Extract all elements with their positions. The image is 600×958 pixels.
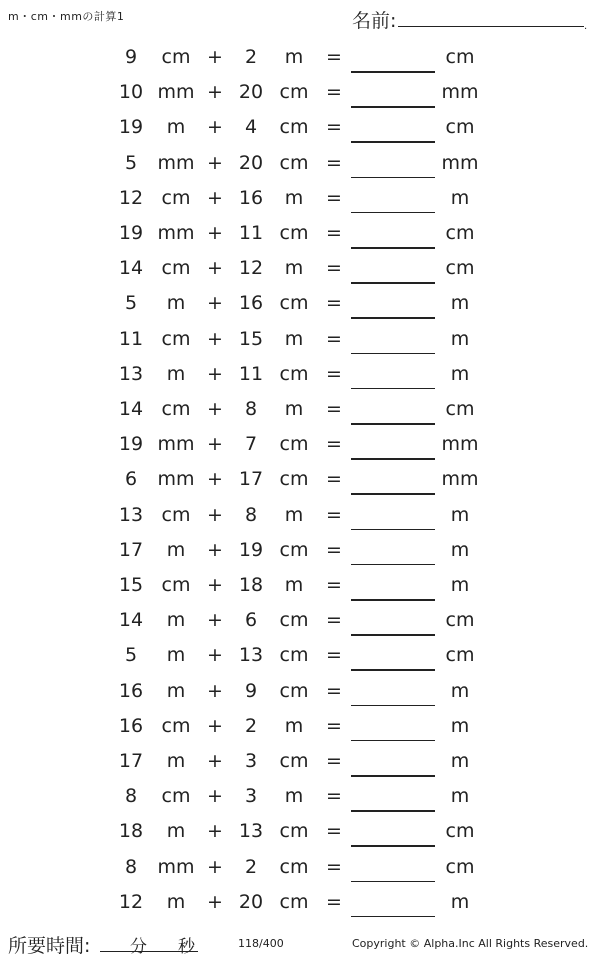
answer-blank[interactable]	[351, 599, 435, 601]
equals-sign: =	[326, 327, 342, 350]
second-unit: cm	[279, 609, 309, 632]
problem-row	[0, 429, 600, 459]
problem-row	[0, 781, 600, 811]
second-number: 2	[244, 855, 258, 878]
equals-sign: =	[326, 855, 342, 878]
equals-sign: =	[326, 679, 342, 702]
first-number: 13	[118, 503, 144, 526]
result-unit: cm	[445, 855, 475, 878]
first-unit: mm	[157, 433, 195, 456]
second-unit: cm	[279, 151, 309, 174]
problem-row	[0, 77, 600, 107]
plus-sign: +	[207, 890, 223, 913]
second-unit: cm	[279, 644, 309, 667]
first-unit: m	[166, 750, 186, 772]
first-unit: cm	[161, 785, 191, 808]
first-number: 14	[118, 609, 144, 632]
second-number: 9	[244, 679, 258, 702]
first-unit: m	[166, 890, 186, 913]
plus-sign: +	[207, 644, 223, 667]
plus-sign: +	[207, 222, 223, 244]
plus-sign: +	[207, 574, 223, 596]
equals-sign: =	[326, 362, 342, 385]
second-number: 17	[238, 468, 264, 491]
plus-sign: +	[207, 398, 223, 420]
plus-sign: +	[207, 81, 223, 104]
answer-blank[interactable]	[351, 71, 435, 73]
answer-blank[interactable]	[351, 881, 435, 883]
second-number: 3	[244, 750, 258, 772]
answer-blank[interactable]	[351, 669, 435, 671]
second-unit: cm	[279, 750, 309, 772]
first-unit: m	[166, 362, 186, 385]
plus-sign: +	[207, 186, 223, 209]
second-number: 20	[238, 151, 264, 174]
first-number: 19	[118, 222, 144, 244]
second-number: 8	[244, 503, 258, 526]
page-number: 118/400	[238, 937, 284, 950]
problem-row	[0, 816, 600, 846]
second-unit: cm	[279, 890, 309, 913]
second-unit: m	[284, 398, 304, 420]
second-unit: m	[284, 257, 304, 280]
second-number: 13	[238, 644, 264, 667]
equals-sign: =	[326, 644, 342, 667]
seconds-label: 秒	[178, 937, 195, 957]
first-number: 6	[124, 468, 138, 491]
first-unit: mm	[157, 222, 195, 244]
problem-row	[0, 887, 600, 917]
copyright-notice: Copyright © Alpha.Inc All Rights Reserved.	[352, 937, 589, 950]
problem-row	[0, 852, 600, 882]
problem-row	[0, 288, 600, 318]
first-number: 17	[118, 538, 144, 561]
first-unit: cm	[161, 46, 191, 68]
second-number: 2	[244, 714, 258, 737]
second-number: 20	[238, 890, 264, 913]
second-unit: m	[284, 327, 304, 350]
second-unit: cm	[279, 222, 309, 244]
second-unit: cm	[279, 855, 309, 878]
first-number: 5	[124, 292, 138, 315]
plus-sign: +	[207, 785, 223, 808]
first-number: 17	[118, 750, 144, 772]
first-unit: cm	[161, 714, 191, 737]
problem-row	[0, 183, 600, 213]
problem-row	[0, 535, 600, 565]
second-number: 8	[244, 398, 258, 420]
second-number: 15	[238, 327, 264, 350]
result-unit: cm	[445, 116, 475, 139]
problem-row	[0, 464, 600, 494]
equals-sign: =	[326, 890, 342, 913]
second-number: 16	[238, 186, 264, 209]
equals-sign: =	[326, 222, 342, 244]
first-number: 15	[118, 574, 144, 596]
result-unit: cm	[445, 257, 475, 280]
first-unit: m	[166, 644, 186, 667]
result-unit: m	[450, 538, 470, 561]
plus-sign: +	[207, 820, 223, 843]
plus-sign: +	[207, 116, 223, 139]
answer-blank[interactable]	[351, 740, 435, 742]
plus-sign: +	[207, 714, 223, 737]
second-unit: cm	[279, 433, 309, 456]
first-unit: cm	[161, 574, 191, 596]
result-unit: m	[450, 292, 470, 315]
first-unit: mm	[157, 151, 195, 174]
plus-sign: +	[207, 503, 223, 526]
second-number: 16	[238, 292, 264, 315]
plus-sign: +	[207, 362, 223, 385]
first-number: 12	[118, 890, 144, 913]
answer-blank[interactable]	[351, 529, 435, 531]
problem-row	[0, 640, 600, 670]
problem-row	[0, 711, 600, 741]
second-unit: cm	[279, 820, 309, 843]
second-number: 19	[238, 538, 264, 561]
minutes-label: 分	[130, 937, 147, 957]
plus-sign: +	[207, 151, 223, 174]
equals-sign: =	[326, 186, 342, 209]
equals-sign: =	[326, 574, 342, 596]
equals-sign: =	[326, 116, 342, 139]
problem-row	[0, 394, 600, 424]
answer-blank[interactable]	[351, 317, 435, 319]
equals-sign: =	[326, 257, 342, 280]
second-number: 11	[238, 222, 264, 244]
equals-sign: =	[326, 46, 342, 68]
plus-sign: +	[207, 257, 223, 280]
result-unit: m	[450, 785, 470, 808]
problem-row	[0, 746, 600, 776]
problem-row	[0, 218, 600, 248]
second-number: 3	[244, 785, 258, 808]
first-unit: cm	[161, 398, 191, 420]
first-unit: cm	[161, 186, 191, 209]
result-unit: m	[450, 574, 470, 596]
plus-sign: +	[207, 468, 223, 491]
time-label: 所要時間:	[8, 935, 91, 957]
problem-row	[0, 500, 600, 530]
answer-blank[interactable]	[351, 353, 435, 355]
result-unit: m	[450, 362, 470, 385]
second-unit: m	[284, 785, 304, 808]
first-unit: m	[166, 820, 186, 843]
result-unit: m	[450, 503, 470, 526]
plus-sign: +	[207, 538, 223, 561]
equals-sign: =	[326, 609, 342, 632]
equals-sign: =	[326, 750, 342, 772]
answer-blank[interactable]	[351, 388, 435, 390]
result-unit: mm	[441, 468, 479, 491]
second-number: 20	[238, 81, 264, 104]
first-number: 5	[124, 644, 138, 667]
equals-sign: =	[326, 714, 342, 737]
second-unit: cm	[279, 679, 309, 702]
problem-row	[0, 148, 600, 178]
first-number: 19	[118, 116, 144, 139]
answer-blank[interactable]	[351, 916, 435, 918]
second-unit: m	[284, 46, 304, 68]
plus-sign: +	[207, 609, 223, 632]
answer-blank[interactable]	[351, 247, 435, 249]
name-field-end-dot: .	[584, 21, 588, 32]
first-number: 8	[124, 855, 138, 878]
second-number: 6	[244, 609, 258, 632]
equals-sign: =	[326, 81, 342, 104]
equals-sign: =	[326, 785, 342, 808]
first-unit: m	[166, 538, 186, 561]
answer-blank[interactable]	[351, 493, 435, 495]
answer-blank[interactable]	[351, 705, 435, 707]
problem-row	[0, 570, 600, 600]
plus-sign: +	[207, 327, 223, 350]
result-unit: cm	[445, 820, 475, 843]
first-number: 5	[124, 151, 138, 174]
equals-sign: =	[326, 433, 342, 456]
plus-sign: +	[207, 292, 223, 315]
first-unit: cm	[161, 503, 191, 526]
first-number: 16	[118, 714, 144, 737]
first-number: 19	[118, 433, 144, 456]
result-unit: m	[450, 186, 470, 209]
answer-blank[interactable]	[351, 775, 435, 777]
answer-blank[interactable]	[351, 564, 435, 566]
first-unit: mm	[157, 468, 195, 491]
second-unit: cm	[279, 81, 309, 104]
first-unit: cm	[161, 257, 191, 280]
first-number: 13	[118, 362, 144, 385]
first-number: 14	[118, 257, 144, 280]
result-unit: cm	[445, 222, 475, 244]
equals-sign: =	[326, 151, 342, 174]
problem-row	[0, 324, 600, 354]
problem-row	[0, 605, 600, 635]
result-unit: mm	[441, 151, 479, 174]
first-number: 8	[124, 785, 138, 808]
first-unit: mm	[157, 855, 195, 878]
second-unit: cm	[279, 538, 309, 561]
answer-blank[interactable]	[351, 634, 435, 636]
answer-blank[interactable]	[351, 141, 435, 143]
second-number: 12	[238, 257, 264, 280]
name-field[interactable]	[398, 26, 584, 27]
first-unit: m	[166, 609, 186, 632]
first-number: 10	[118, 81, 144, 104]
plus-sign: +	[207, 433, 223, 456]
problem-row	[0, 359, 600, 389]
equals-sign: =	[326, 503, 342, 526]
first-number: 12	[118, 186, 144, 209]
second-unit: m	[284, 503, 304, 526]
result-unit: cm	[445, 644, 475, 667]
result-unit: m	[450, 890, 470, 913]
equals-sign: =	[326, 468, 342, 491]
second-unit: m	[284, 186, 304, 209]
result-unit: cm	[445, 609, 475, 632]
equals-sign: =	[326, 292, 342, 315]
first-unit: m	[166, 116, 186, 139]
result-unit: m	[450, 679, 470, 702]
answer-blank[interactable]	[351, 106, 435, 108]
result-unit: m	[450, 714, 470, 737]
second-number: 7	[244, 433, 258, 456]
plus-sign: +	[207, 46, 223, 68]
answer-blank[interactable]	[351, 458, 435, 460]
problem-row	[0, 42, 600, 72]
answer-blank[interactable]	[351, 423, 435, 425]
second-number: 2	[244, 46, 258, 68]
equals-sign: =	[326, 398, 342, 420]
problem-row	[0, 253, 600, 283]
second-number: 13	[238, 820, 264, 843]
first-unit: m	[166, 292, 186, 315]
second-unit: cm	[279, 292, 309, 315]
plus-sign: +	[207, 679, 223, 702]
result-unit: cm	[445, 46, 475, 68]
second-number: 11	[238, 362, 264, 385]
first-number: 11	[118, 327, 144, 350]
equals-sign: =	[326, 820, 342, 843]
second-unit: cm	[279, 362, 309, 385]
first-number: 9	[124, 46, 138, 68]
equals-sign: =	[326, 538, 342, 561]
first-number: 18	[118, 820, 144, 843]
second-unit: m	[284, 574, 304, 596]
answer-blank[interactable]	[351, 282, 435, 284]
result-unit: mm	[441, 81, 479, 104]
second-unit: cm	[279, 468, 309, 491]
first-unit: cm	[161, 327, 191, 350]
first-number: 16	[118, 679, 144, 702]
problem-row	[0, 112, 600, 142]
answer-blank[interactable]	[351, 845, 435, 847]
result-unit: m	[450, 750, 470, 772]
plus-sign: +	[207, 855, 223, 878]
result-unit: mm	[441, 433, 479, 456]
second-number: 18	[238, 574, 264, 596]
first-unit: m	[166, 679, 186, 702]
answer-blank[interactable]	[351, 810, 435, 812]
name-label: 名前:	[352, 10, 397, 32]
result-unit: m	[450, 327, 470, 350]
second-unit: m	[284, 714, 304, 737]
result-unit: cm	[445, 398, 475, 420]
first-number: 14	[118, 398, 144, 420]
worksheet-title: m・cm・mmの計算1	[8, 10, 125, 23]
problem-row	[0, 676, 600, 706]
first-unit: mm	[157, 81, 195, 104]
answer-blank[interactable]	[351, 212, 435, 214]
second-number: 4	[244, 116, 258, 139]
second-unit: cm	[279, 116, 309, 139]
plus-sign: +	[207, 750, 223, 772]
answer-blank[interactable]	[351, 177, 435, 179]
